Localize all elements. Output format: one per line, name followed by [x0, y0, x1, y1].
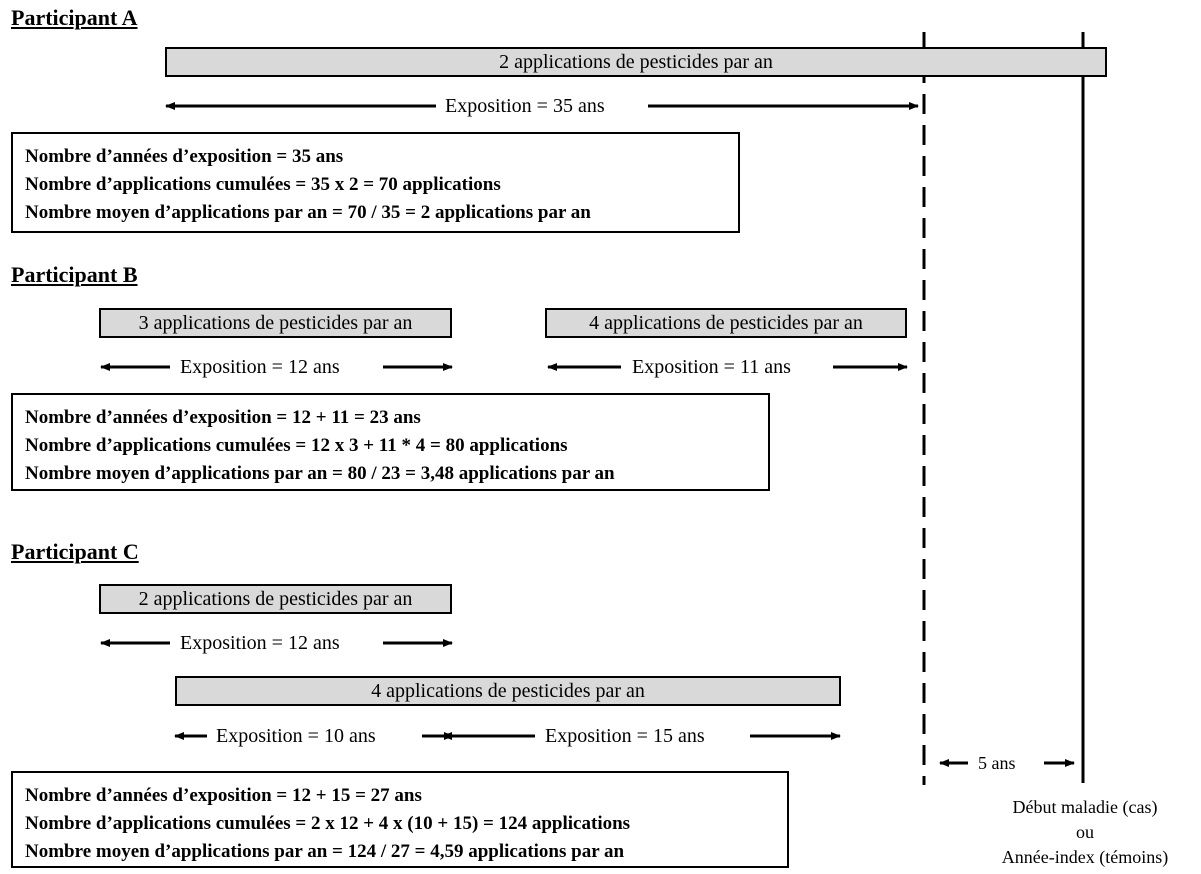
participant-c-summary-years: Nombre d’années d’exposition = 12 + 15 = 27 ans [25, 785, 422, 806]
participant-b-summary-box [11, 393, 770, 491]
index-year-note [971, 795, 1199, 870]
participant-c-exposure-2-label: Exposition = 10 ans [212, 724, 380, 748]
participant-a-summary-years: Nombre d’années d’exposition = 35 ans [25, 146, 344, 167]
participant-c-summary-box [11, 771, 789, 868]
participant-c-bar-2: 4 applications de pesticides par an [175, 676, 841, 706]
participant-c-exposure-1-label: Exposition = 12 ans [176, 631, 344, 655]
participant-b-exposure-1-label: Exposition = 12 ans [176, 355, 344, 379]
participant-c-summary-cumulative: Nombre d’applications cumulées = 2 x 12 + 4 x (10 + 15) = 124 applications [25, 813, 631, 834]
participant-b-heading: Participant B [11, 262, 138, 287]
participant-a-bar: 2 applications de pesticides par an [165, 47, 1107, 77]
participant-b-summary-years: Nombre d’années d’exposition = 12 + 11 = 23 ans [25, 407, 421, 428]
index-note-control: Année-index (témoins) [1001, 847, 1169, 867]
participant-a-exposure-label: Exposition = 35 ans [441, 94, 609, 118]
participant-a-heading: Participant A [11, 5, 138, 30]
participant-a-summary-mean: Nombre moyen d’applications par an = 70 / 35 = 2 applications par an [25, 202, 591, 223]
participant-a-summary-box [11, 132, 740, 233]
lag-label: 5 ans [974, 751, 1020, 775]
participant-b-exposure-2-label: Exposition = 11 ans [628, 355, 795, 379]
participant-b-bar-1: 3 applications de pesticides par an [99, 308, 452, 338]
index-note-case: Début maladie (cas) [1012, 797, 1158, 817]
participant-b-bar-2: 4 applications de pesticides par an [545, 308, 907, 338]
participant-c-summary-mean: Nombre moyen d’applications par an = 124 / 27 = 4,59 applications par an [25, 841, 625, 862]
participant-a-summary-cumulative: Nombre d’applications cumulées = 35 x 2 = 70 applications [25, 174, 501, 195]
participant-b-summary-cumulative: Nombre d’applications cumulées = 12 x 3 + 11 * 4 = 80 applications [25, 435, 568, 456]
participant-c-bar-1: 2 applications de pesticides par an [99, 584, 452, 614]
participant-c-heading: Participant C [11, 539, 139, 564]
index-note-or: ou [1076, 822, 1094, 842]
participant-b-summary-mean: Nombre moyen d’applications par an = 80 / 23 = 3,48 applications par an [25, 463, 615, 484]
participant-c-exposure-3-label: Exposition = 15 ans [541, 724, 709, 748]
